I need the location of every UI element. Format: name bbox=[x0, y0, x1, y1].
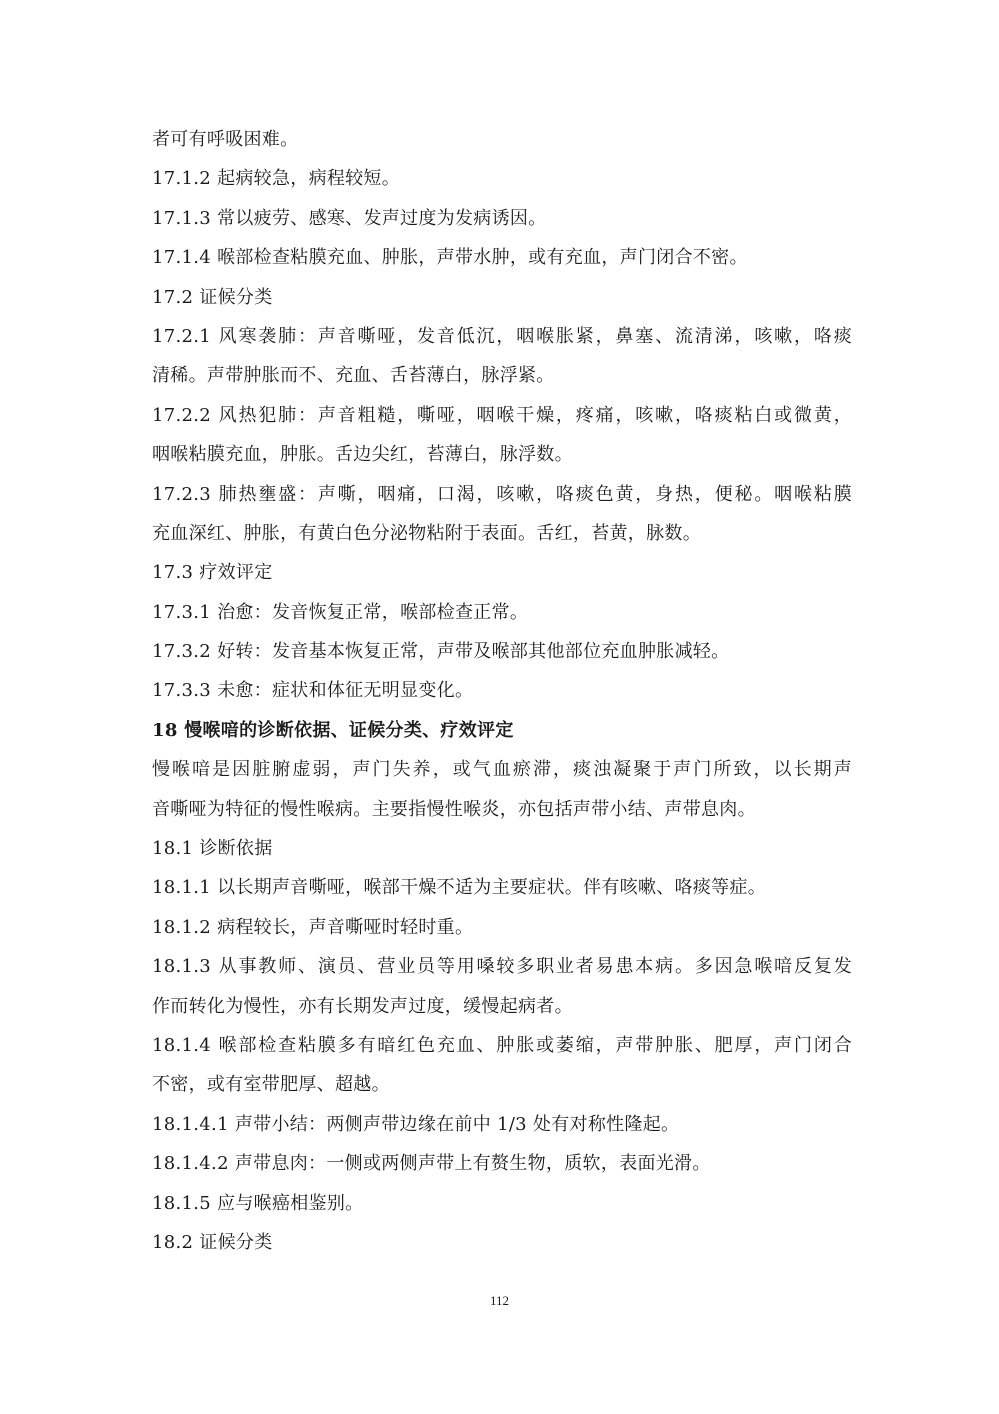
text-line: 17.2.1 风寒袭肺：声音嘶哑，发音低沉，咽喉胀紧，鼻塞、流清涕，咳嗽，咯痰 bbox=[152, 325, 852, 347]
text-line: 18.1 诊断依据 bbox=[152, 838, 273, 860]
text-line: 17.3.3 未愈：症状和体征无明显变化。 bbox=[152, 680, 474, 702]
text-line: 18.1.2 病程较长，声音嘶哑时轻时重。 bbox=[152, 916, 474, 938]
text-line: 17.3 疗效评定 bbox=[152, 562, 273, 584]
text-line: 18.1.4.2 声带息肉：一侧或两侧声带上有赘生物，质软，表面光滑。 bbox=[152, 1153, 711, 1175]
text-line: 18.1.5 应与喉癌相鉴别。 bbox=[152, 1192, 364, 1214]
text-line: 不密，或有室带肥厚、超越。 bbox=[152, 1074, 390, 1096]
text-line: 咽喉粘膜充血，肿胀。舌边尖红，苔薄白，脉浮数。 bbox=[152, 444, 573, 466]
document-body bbox=[152, 120, 852, 1262]
text-line: 18.1.4.1 声带小结：两侧声带边缘在前中 1/3 处有对称性隆起。 bbox=[152, 1113, 680, 1135]
text-line: 清稀。声带肿胀而不、充血、舌苔薄白，脉浮紧。 bbox=[152, 365, 555, 387]
text-line: 音嘶哑为特征的慢性喉病。主要指慢性喉炎，亦包括声带小结、声带息肉。 bbox=[152, 798, 756, 820]
text-line: 17.1.3 常以疲劳、感寒、发声过度为发病诱因。 bbox=[152, 207, 547, 229]
text-line: 17.3.1 治愈：发音恢复正常，喉部检查正常。 bbox=[152, 601, 529, 623]
text-line: 18.1.3 从事教师、演员、营业员等用嗓较多职业者易患本病。多因急喉喑反复发 bbox=[152, 956, 852, 978]
section-heading: 18 慢喉喑的诊断依据、证候分类、疗效评定 bbox=[152, 719, 514, 741]
text-line: 17.1.4 喉部检查粘膜充血、肿胀，声带水肿，或有充血，声门闭合不密。 bbox=[152, 247, 748, 269]
text-line: 18.2 证候分类 bbox=[152, 1231, 273, 1253]
text-line: 17.2.2 风热犯肺：声音粗糙，嘶哑，咽喉干燥，疼痛，咳嗽，咯痰粘白或微黄， bbox=[152, 404, 852, 426]
text-line: 18.1.1 以长期声音嘶哑，喉部干燥不适为主要症状。伴有咳嗽、咯痰等症。 bbox=[152, 877, 767, 899]
text-line: 17.2 证候分类 bbox=[152, 286, 273, 308]
text-line: 者可有呼吸困难。 bbox=[152, 129, 299, 150]
page-number: 112 bbox=[489, 1293, 510, 1308]
text-line: 作而转化为慢性，亦有长期发声过度，缓慢起病者。 bbox=[152, 995, 573, 1017]
text-line: 17.2.3 肺热壅盛：声嘶，咽痛，口渴，咳嗽，咯痰色黄，身热，便秘。咽喉粘膜 bbox=[152, 483, 852, 505]
text-line: 17.3.2 好转：发音基本恢复正常，声带及喉部其他部位充血肿胀减轻。 bbox=[152, 641, 730, 663]
text-line: 充血深红、肿胀，有黄白色分泌物粘附于表面。舌红，苔黄，脉数。 bbox=[152, 522, 701, 544]
text-line: 18.1.4 喉部检查粘膜多有暗红色充血、肿胀或萎缩，声带肿胀、肥厚，声门闭合 bbox=[152, 1034, 852, 1056]
text-line: 17.1.2 起病较急，病程较短。 bbox=[152, 168, 401, 190]
text-line: 慢喉喑是因脏腑虚弱，声门失养，或气血瘀滞，痰浊凝聚于声门所致，以长期声 bbox=[152, 759, 852, 781]
